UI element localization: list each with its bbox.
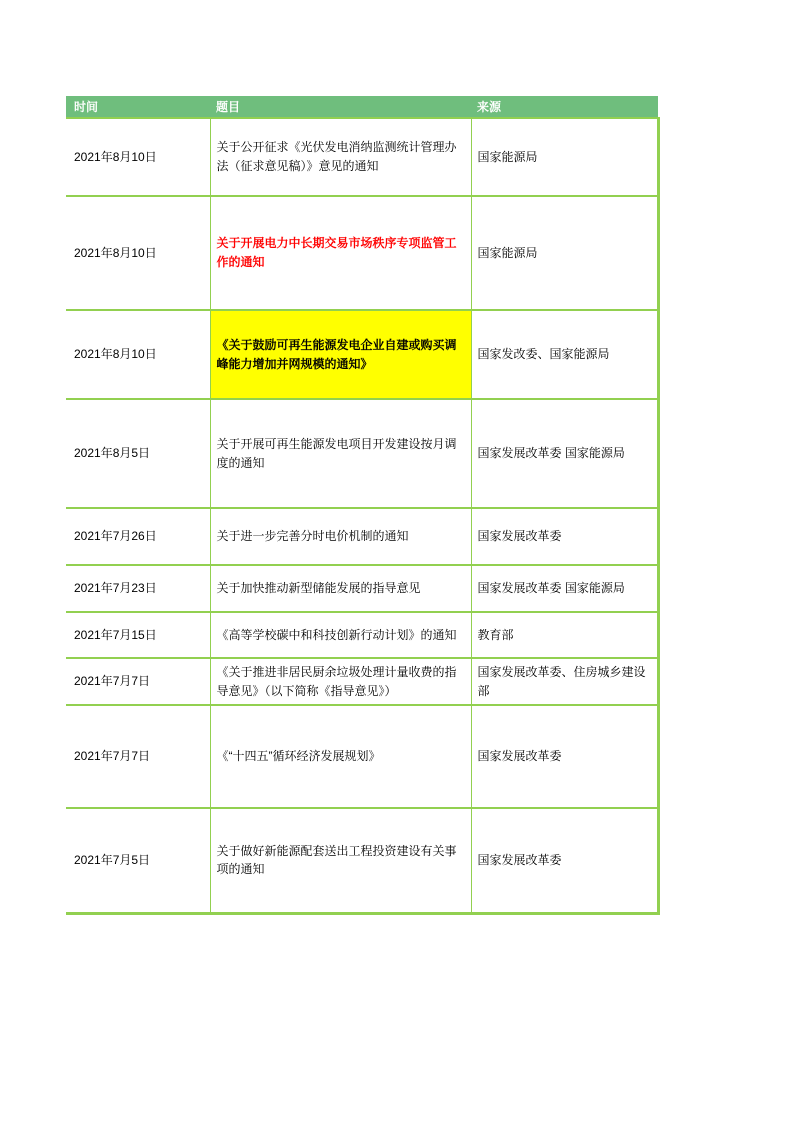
table-row [66,705,658,808]
table-row [66,196,658,310]
table-row [66,612,658,658]
cell-source: 国家发展改革委 [471,808,658,913]
col-header-source: 来源 [471,96,658,118]
cell-title: 关于进一步完善分时电价机制的通知 [210,508,471,565]
cell-time: 2021年8月10日 [66,310,210,399]
table-row [66,565,658,612]
cell-time: 2021年7月15日 [66,612,210,658]
cell-time: 2021年7月7日 [66,658,210,705]
cell-time: 2021年8月5日 [66,399,210,508]
table-row [66,310,658,399]
table-row [66,399,658,508]
cell-title: 关于加快推动新型储能发展的指导意见 [210,565,471,612]
cell-source: 国家发展改革委 国家能源局 [471,565,658,612]
cell-title: 关于公开征求《光伏发电消纳监测统计管理办法（征求意见稿）》意见的通知 [210,118,471,196]
header-row [66,96,658,118]
cell-title: 关于开展可再生能源发电项目开发建设按月调度的通知 [210,399,471,508]
cell-time: 2021年7月26日 [66,508,210,565]
table-row [66,808,658,913]
cell-title: 《关于鼓励可再生能源发电企业自建或购买调峰能力增加并网规模的通知》 [210,310,471,399]
cell-title: 关于开展电力中长期交易市场秩序专项监管工作的通知 [210,196,471,310]
cell-source: 国家发展改革委、住房城乡建设部 [471,658,658,705]
cell-title: 《关于推进非居民厨余垃圾处理计量收费的指导意见》（以下简称《指导意见》） [210,658,471,705]
cell-time: 2021年8月10日 [66,196,210,310]
table-row [66,118,658,196]
cell-time: 2021年7月23日 [66,565,210,612]
cell-source: 国家发展改革委 [471,705,658,808]
table-row [66,508,658,565]
table-row [66,658,658,705]
cell-source: 国家能源局 [471,196,658,310]
document-page [66,96,660,915]
policy-table [66,96,660,915]
cell-time: 2021年8月10日 [66,118,210,196]
table-body [66,118,658,913]
cell-title: 《“十四五”循环经济发展规划》 [210,705,471,808]
col-header-title: 题目 [210,96,471,118]
cell-source: 国家发改委、国家能源局 [471,310,658,399]
cell-time: 2021年7月7日 [66,705,210,808]
col-header-time: 时间 [66,96,210,118]
cell-source: 教育部 [471,612,658,658]
cell-source: 国家发展改革委 [471,508,658,565]
cell-time: 2021年7月5日 [66,808,210,913]
cell-source: 国家发展改革委 国家能源局 [471,399,658,508]
cell-source: 国家能源局 [471,118,658,196]
cell-title: 《高等学校碳中和科技创新行动计划》的通知 [210,612,471,658]
cell-title: 关于做好新能源配套送出工程投资建设有关事项的通知 [210,808,471,913]
